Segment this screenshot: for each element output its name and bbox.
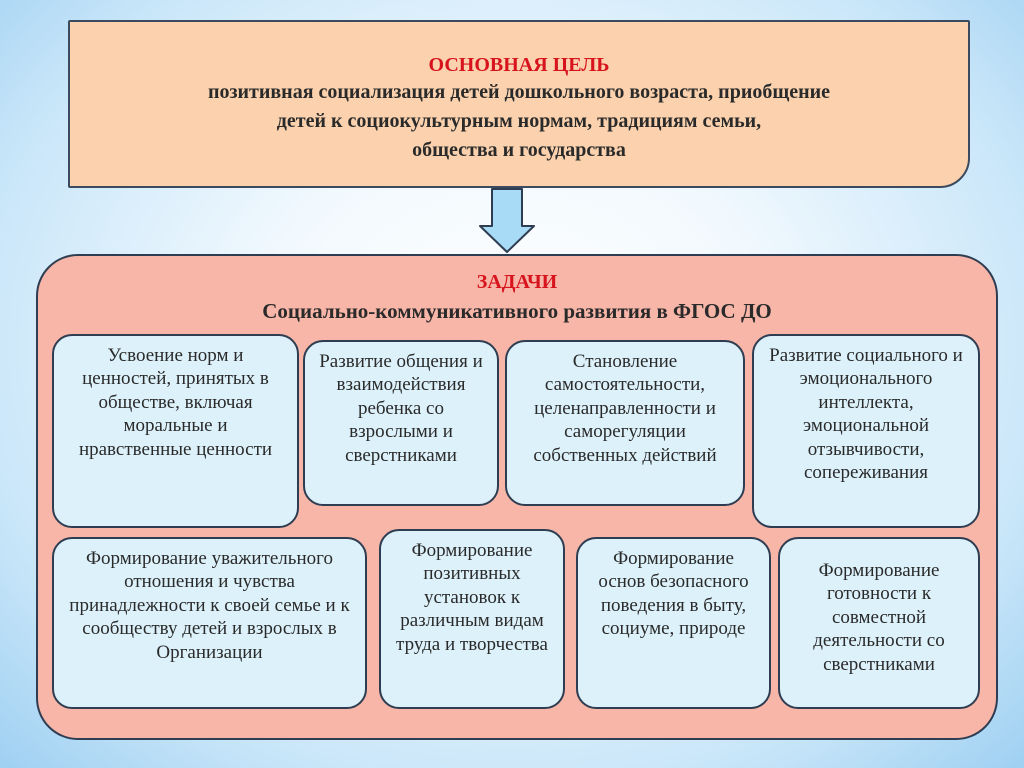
task-text: Формирование готовности к совместной деятельности со сверстниками [813,560,945,675]
task-text: Усвоение норм и ценностей, принятых в обществе, включая моральные и нравственные ценности [78,345,273,460]
task-box-emotional-intellect [752,334,980,528]
task-box-independence [505,340,745,506]
goal-title: ОСНОВНАЯ ЦЕЛЬ [428,54,610,76]
goal-text [109,78,929,165]
tasks-title: ЗАДАЧИ [476,271,558,293]
goal-line: детей к социокультурным нормам, традициям семьи, [276,110,762,132]
task-box-joint-activity [778,537,980,709]
task-box-labor-attitudes [379,529,565,709]
task-box-safe-behavior [576,537,771,709]
task-box-norms [52,334,299,528]
goal-line: позитивная социализация детей дошкольного возраста, приобщение [207,81,831,103]
task-text: Формирование основ безопасного поведения в быту, социуме, природе [598,548,749,640]
main-goal-box [68,20,970,188]
task-box-family-belonging [52,537,367,709]
task-text: Развитие социального и эмоционального интеллекта, эмоциональной отзывчивости, сопереживания [769,345,963,484]
down-arrow-icon [478,188,536,254]
task-text: Развитие общения и взаимодействия ребенка со взрослыми и сверстниками [319,351,483,466]
task-text: Формирование позитивных установок к различным видам труда и творчества [396,540,548,655]
tasks-subtitle: Социально-коммуникативного развития в ФГОС ДО [262,299,772,323]
task-text: Становление самостоятельности, целенаправленности и саморегуляции собственных действий [533,351,717,466]
task-text: Формирование уважительного отношения и чувства принадлежности к своей семье и к сообществу детей и взрослых в Организации [69,548,350,663]
goal-line: общества и государства [412,139,626,161]
task-box-communication [303,340,499,506]
